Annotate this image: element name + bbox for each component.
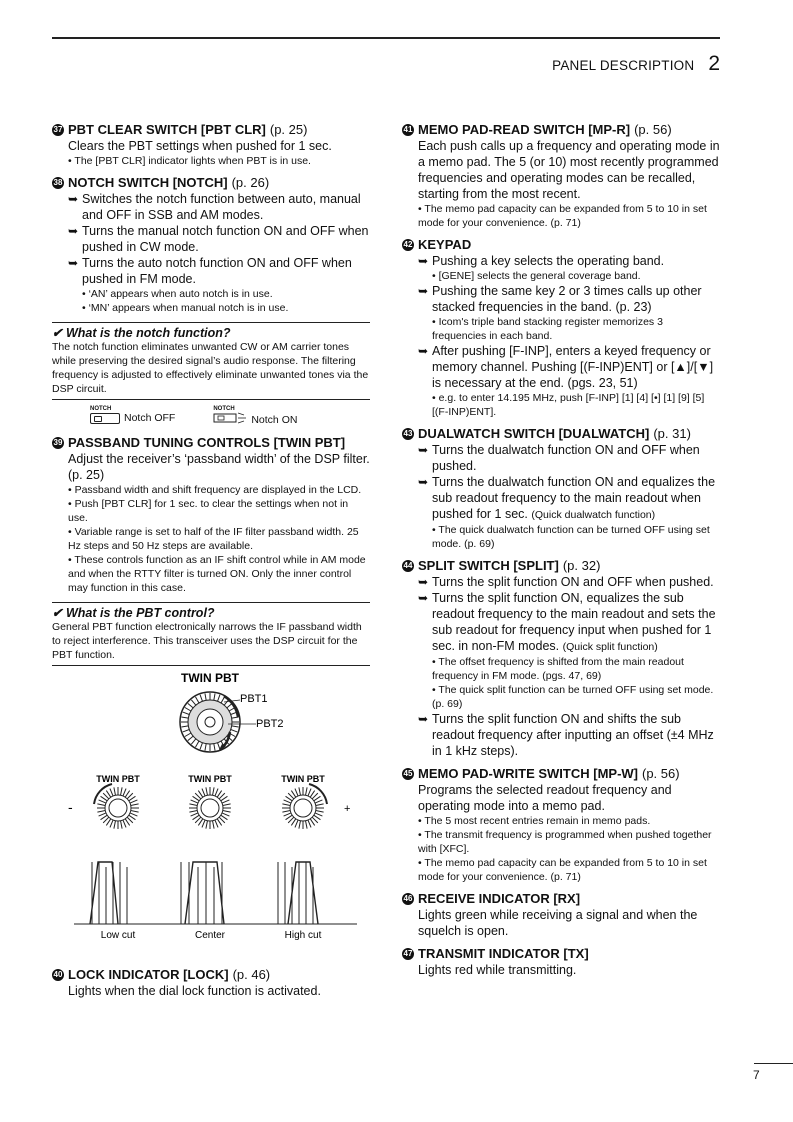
page-number: 7 [753, 1068, 760, 1082]
section-heading: LOCK INDICATOR [LOCK] [68, 967, 229, 982]
section-40 [52, 967, 370, 999]
box-title: ✔ What is the PBT control? [52, 606, 215, 620]
bullet: Turns the manual notch function ON and OFF when pushed in CW mode. [82, 224, 369, 254]
section-43 [402, 426, 720, 551]
arrow-icon: ➥ [68, 192, 79, 206]
pbt1-label: PBT1 [240, 693, 268, 705]
right-column [402, 122, 720, 985]
note: • The [PBT CLR] indicator lights when PBT is in use. [68, 155, 311, 167]
item-number: 46 [403, 894, 413, 903]
section-47 [402, 946, 720, 978]
note: • Icom's triple band stacking register memorizes 3 frequencies in each band. [432, 316, 663, 342]
item-number: 38 [53, 178, 63, 187]
item-number: 37 [53, 125, 63, 134]
note: • The offset frequency is shifted from the main readout frequency in FM mode. (pgs. 47, 69) [432, 656, 684, 682]
bullet: After pushing [F-INP], enters a keyed frequency or memory channel. Pushing [(F-INP)ENT] or [▲]/[▼] is necessary at the end. (pgs. 23, 51) [432, 344, 714, 390]
note: • [GENE] selects the general coverage band. [432, 270, 641, 282]
item-number: 39 [53, 438, 63, 447]
page-ref: (p. 31) [653, 426, 691, 441]
section-heading: PBT CLEAR SWITCH [PBT CLR] [68, 122, 266, 137]
note: • The quick dualwatch function can be turned OFF using set mode. (p. 69) [432, 524, 710, 550]
page-ref: (p. 25) [269, 122, 308, 137]
section-heading: KEYPAD [418, 237, 472, 252]
bullet: Turns the split function ON and shifts the sub readout frequency after inputting an offset (±4 MHz in 1 kHz steps). [432, 712, 714, 758]
page-ref: (p. 32) [562, 558, 601, 573]
item-number: 40 [53, 970, 63, 979]
page-ref: (p. 46) [232, 967, 271, 982]
center-passband-icon [181, 862, 224, 924]
arrow-icon: ➥ [418, 575, 429, 589]
high-cut-knob-icon [281, 774, 327, 829]
page-ref: (p. 56) [642, 766, 680, 781]
item-number: 45 [403, 769, 413, 778]
knob-label: TWIN PBT [188, 774, 232, 784]
section-heading: MEMO PAD-WRITE SWITCH [MP-W] [418, 766, 638, 781]
box-title: ✔ What is the notch function? [52, 326, 231, 340]
section-heading: RECEIVE INDICATOR [RX] [418, 891, 581, 906]
note: • e.g. to enter 14.195 MHz, push [F-INP] [1] [4] [•] [1] [9] [5] [(F-INP)ENT]. [432, 392, 705, 418]
notch-label: NOTCH [213, 406, 235, 412]
section-38 [52, 175, 370, 315]
notch-off-icon [90, 413, 120, 424]
note: • Push [PBT CLR] for 1 sec. to clear the settings when not in use. [68, 498, 349, 524]
paragraph: Lights green while receiving a signal and when the squelch is open. [418, 908, 698, 938]
note: • Passband width and shift frequency are displayed in the LCD. [68, 484, 362, 496]
center-label: Center [194, 930, 226, 941]
note: • These controls function as an IF shift control while in AM mode and when the RTTY filter is turned ON. Only the inner control may function in this case. [68, 554, 366, 594]
bullet: Turns the dualwatch function ON and equalizes the sub readout frequency to the main readout when pushed for 1 sec. [432, 475, 716, 521]
item-number: 47 [403, 949, 413, 958]
page-ref: (p. 56) [634, 122, 672, 137]
item-number: 43 [403, 429, 413, 438]
section-42 [402, 237, 720, 419]
section-heading: MEMO PAD-READ SWITCH [MP-R] [418, 122, 631, 137]
bullet: Pushing the same key 2 or 3 times calls up other stacked frequencies in the band. (p. 23) [432, 284, 702, 314]
page-header [552, 52, 720, 76]
section-44 [402, 558, 720, 759]
bullet: Turns the split function ON, equalizes the sub readout frequency to the main readout and sets the sub readout for frequency input when pushed for 1 sec. in non-FM modes. [432, 591, 716, 653]
paragraph: Clears the PBT settings when pushed for 1 sec. [68, 139, 332, 153]
page-ref: (p. 26) [231, 175, 270, 190]
twin-pbt-figure [52, 672, 370, 967]
low-cut-knob-icon [94, 774, 140, 829]
section-heading: SPLIT SWITCH [SPLIT] [418, 558, 559, 573]
paragraph: Programs the selected readout frequency and operating mode into a memo pad. [418, 783, 672, 813]
arrow-icon: ➥ [418, 475, 429, 489]
note: • The transmit frequency is programmed when pushed together with [XFC]. [418, 829, 712, 855]
section-heading: NOTCH SWITCH [NOTCH] [68, 175, 228, 190]
arrow-icon: ➥ [68, 224, 79, 238]
chapter-number: 2 [708, 52, 720, 75]
notch-off-label: Notch OFF [124, 412, 176, 424]
item-number: 42 [403, 240, 413, 249]
center-knob-icon [188, 774, 232, 829]
notch-on-icon [213, 412, 247, 427]
arrow-icon: ➥ [68, 256, 79, 270]
high-cut-label: High cut [284, 930, 322, 941]
section-45 [402, 766, 720, 884]
paragraph: Adjust the receiver’s ‘passband width’ of the DSP filter. (p. 25) [68, 452, 370, 482]
bottom-rule [754, 1063, 793, 1064]
knob-label: TWIN PBT [96, 774, 140, 784]
section-heading: DUALWATCH SWITCH [DUALWATCH] [418, 426, 650, 441]
bullet: Turns the split function ON and OFF when pushed. [432, 575, 714, 589]
section-heading: TRANSMIT INDICATOR [TX] [418, 946, 589, 961]
notch-info-box [52, 322, 370, 400]
paragraph: Lights when the dial lock function is activated. [68, 984, 321, 998]
notch-on-label: Notch ON [251, 413, 298, 426]
bullet-aside: (Quick dualwatch function) [531, 509, 656, 521]
arrow-icon: ➥ [418, 712, 429, 726]
paragraph: Each push calls up a frequency and operating mode in a memo pad. The 5 (or 10) most recently programmed frequencies and operating modes can be recalled, starting from the most recent. [418, 139, 720, 201]
pbt-info-box [52, 602, 370, 666]
box-text: General PBT function electronically narrows the IF passband width to reject interference. This transceiver uses the DSP circuit for the PBT function. [52, 621, 362, 661]
note: • The memo pad capacity can be expanded from 5 to 10 in set mode for your convenience. (p. 71) [418, 203, 707, 229]
section-37 [52, 122, 370, 168]
note: • The memo pad capacity can be expanded from 5 to 10 in set mode for your convenience. (p. 71) [418, 857, 707, 883]
note: • ‘MN’ appears when manual notch is in use. [82, 302, 289, 314]
top-rule [52, 37, 720, 39]
pbt2-label: PBT2 [256, 718, 284, 730]
arrow-icon: ➥ [418, 284, 429, 298]
section-46 [402, 891, 720, 939]
bullet: Turns the dualwatch function ON and OFF when pushed. [432, 443, 700, 473]
arrow-icon: ➥ [418, 344, 429, 358]
knob-label: TWIN PBT [281, 774, 325, 784]
arrow-icon: ➥ [418, 591, 429, 605]
plus-label: + [344, 803, 351, 815]
notch-label: NOTCH [90, 406, 112, 412]
minus-label: - [68, 799, 73, 815]
arrow-icon: ➥ [418, 254, 429, 268]
item-number: 41 [403, 125, 413, 134]
section-title: PANEL DESCRIPTION [552, 58, 695, 73]
low-cut-label: Low cut [100, 930, 136, 941]
item-number: 44 [403, 561, 413, 570]
paragraph: Lights red while transmitting. [418, 963, 577, 977]
bullet: Turns the auto notch function ON and OFF when pushed in FM mode. [82, 256, 352, 286]
section-heading: PASSBAND TUNING CONTROLS [TWIN PBT] [68, 435, 346, 450]
section-41 [402, 122, 720, 230]
note: • ‘AN’ appears when auto notch is in use. [82, 288, 273, 300]
high-cut-passband-icon [278, 862, 318, 924]
low-cut-passband-icon [90, 862, 127, 924]
section-39 [52, 435, 370, 595]
bullet: Switches the notch function between auto, manual and OFF in SSB and AM modes. [82, 192, 361, 222]
left-column [52, 122, 370, 1006]
bullet: Pushing a key selects the operating band. [432, 254, 665, 268]
note: • The quick split function can be turned OFF using set mode. (p. 69) [432, 684, 714, 710]
bullet-aside: (Quick split function) [562, 641, 658, 653]
note: • Variable range is set to half of the IF filter passband width. 25 Hz steps and 50 Hz steps are available. [68, 526, 359, 552]
fig-title: TWIN PBT [181, 672, 239, 685]
notch-indicators [52, 406, 370, 427]
twin-pbt-diagram [52, 672, 370, 967]
arrow-icon: ➥ [418, 443, 429, 457]
box-text: The notch function eliminates unwanted CW or AM carrier tones while preserving the desired signal’s audio response. The filtering frequency is adjusted to effectively eliminate unwanted tones via the DSP circuit. [52, 341, 369, 395]
note: • The 5 most recent entries remain in memo pads. [418, 815, 651, 827]
